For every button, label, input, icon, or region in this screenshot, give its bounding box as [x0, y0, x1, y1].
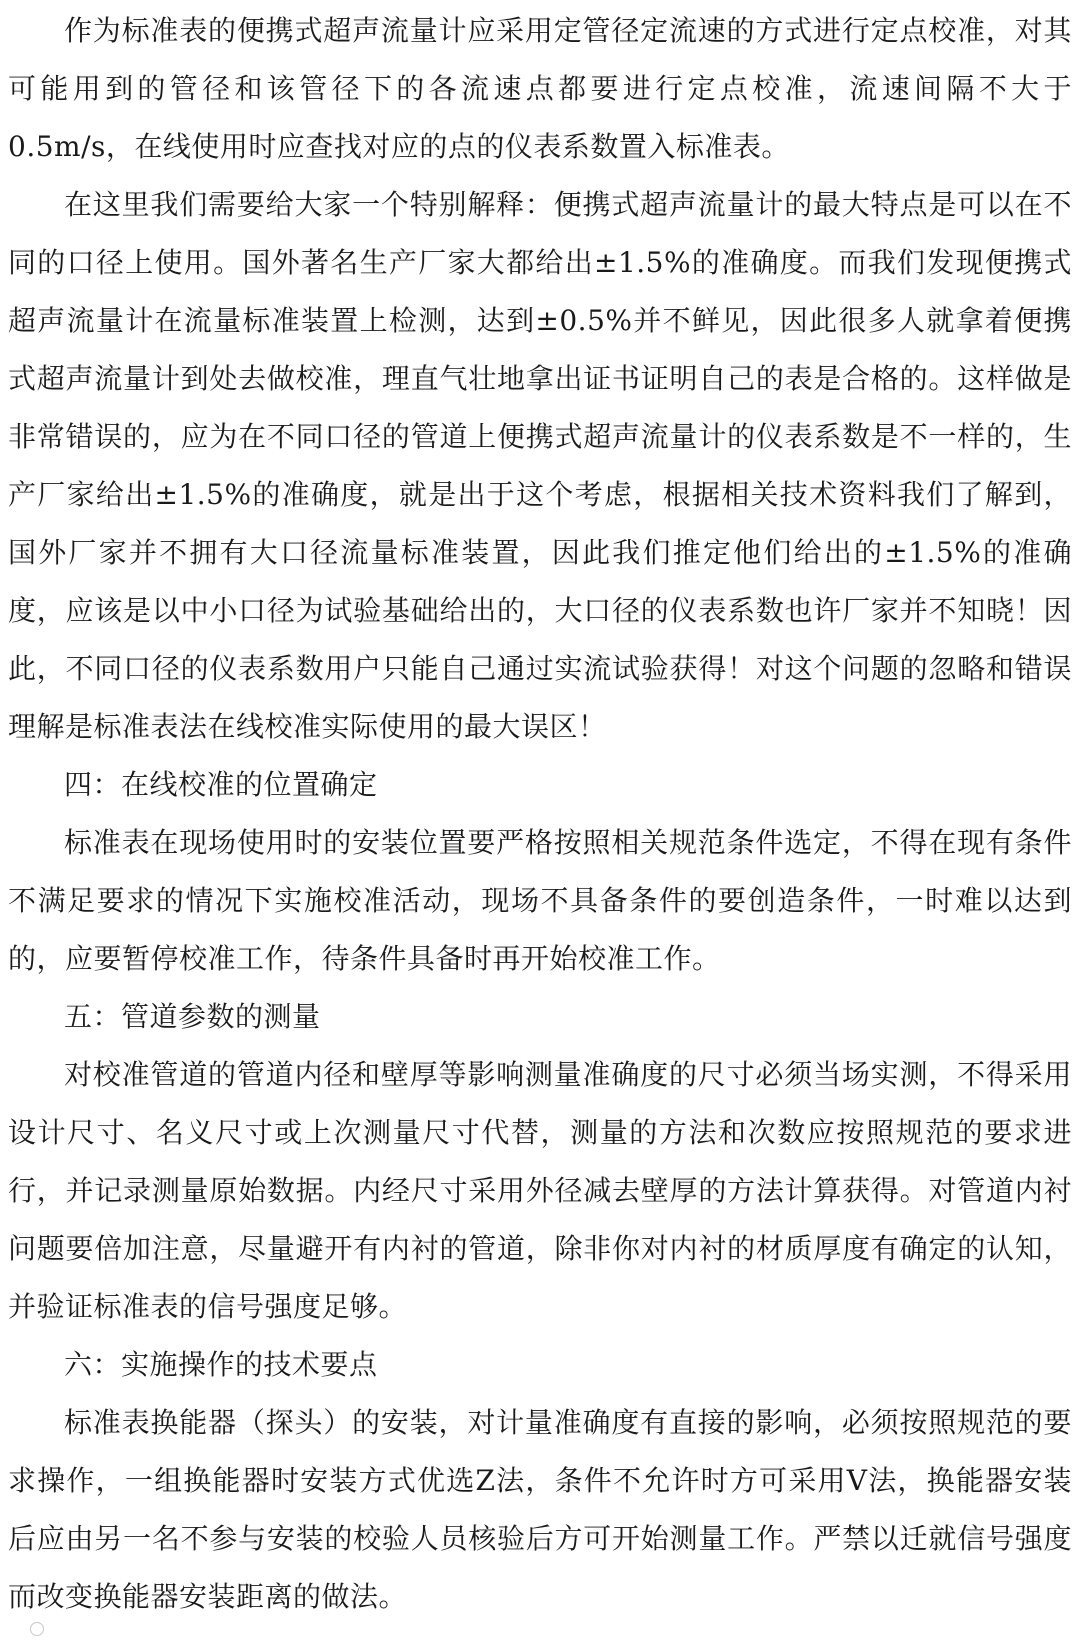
- watermark-logo-icon: [30, 1622, 44, 1636]
- paragraph-installation-position: 标准表在现场使用时的安装位置要严格按照相关规范条件选定，不得在现有条件不满足要求的情况下实施校准活动，现场不具备条件的要创造条件，一时难以达到的，应要暂停校准工作，待条件具备时再开始校准工作。: [8, 826, 1072, 975]
- section-heading-technical-points: 六：实施操作的技术要点: [64, 1348, 378, 1381]
- paragraph-special-explanation: 在这里我们需要给大家一个特别解释：便携式超声流量计的最大特点是可以在不同的口径上使用。国外著名生产厂家大都给出±1.5%的准确度。而我们发现便携式超声流量计在流量标准装置上检测，达到±0.5%并不鲜见，因此很多人就拿着便携式超声流量计到处去做校准，理直气壮地拿出证书证明自己的表是合格的。这样做是非常错误的，应为在不同口径的管道上便携式超声流量计的仪表系数是不一样的，生产厂家给出±1.5%的准确度，就是出于这个考虑，根据相关技术资料我们了解到，国外厂家并不拥有大口径流量标准装置，因此我们推定他们给出的±1.5%的准确度，应该是以中小口径为试验基础给出的，大口径的仪表系数也许厂家并不知晓！因此，不同口径的仪表系数用户只能自己通过实流试验获得！对这个问题的忽略和错误理解是标准表法在线校准实际使用的最大误区！: [8, 188, 1072, 743]
- watermark: [30, 1622, 44, 1636]
- document-page: [8, 0, 1072, 1626]
- paragraph-transducer-installation: 标准表换能器（探头）的安装，对计量准确度有直接的影响，必须按照规范的要求操作，一组换能器时安装方式优选Z法，条件不允许时方可采用V法，换能器安装后应由另一名不参与安装的校验人员核验后方可开始测量工作。严禁以迁就信号强度而改变换能器安装距离的做法。: [8, 1406, 1072, 1613]
- section-heading-calibration-position: 四：在线校准的位置确定: [64, 768, 378, 801]
- section-heading-pipe-parameters: 五：管道参数的测量: [64, 1000, 321, 1033]
- paragraph-pipe-measurement: 对校准管道的管道内径和壁厚等影响测量准确度的尺寸必须当场实测，不得采用设计尺寸、名义尺寸或上次测量尺寸代替，测量的方法和次数应按照规范的要求进行，并记录测量原始数据。内经尺寸采用外径减去壁厚的方法计算获得。对管道内衬问题要倍加注意，尽量避开有内衬的管道，除非你对内衬的材质厚度有确定的认知，并验证标准表的信号强度足够。: [8, 1058, 1072, 1323]
- paragraph-standard-meter-calibration: 作为标准表的便携式超声流量计应采用定管径定流速的方式进行定点校准，对其可能用到的管径和该管径下的各流速点都要进行定点校准，流速间隔不大于0.5m/s，在线使用时应查找对应的点的仪表系数置入标准表。: [8, 14, 1072, 163]
